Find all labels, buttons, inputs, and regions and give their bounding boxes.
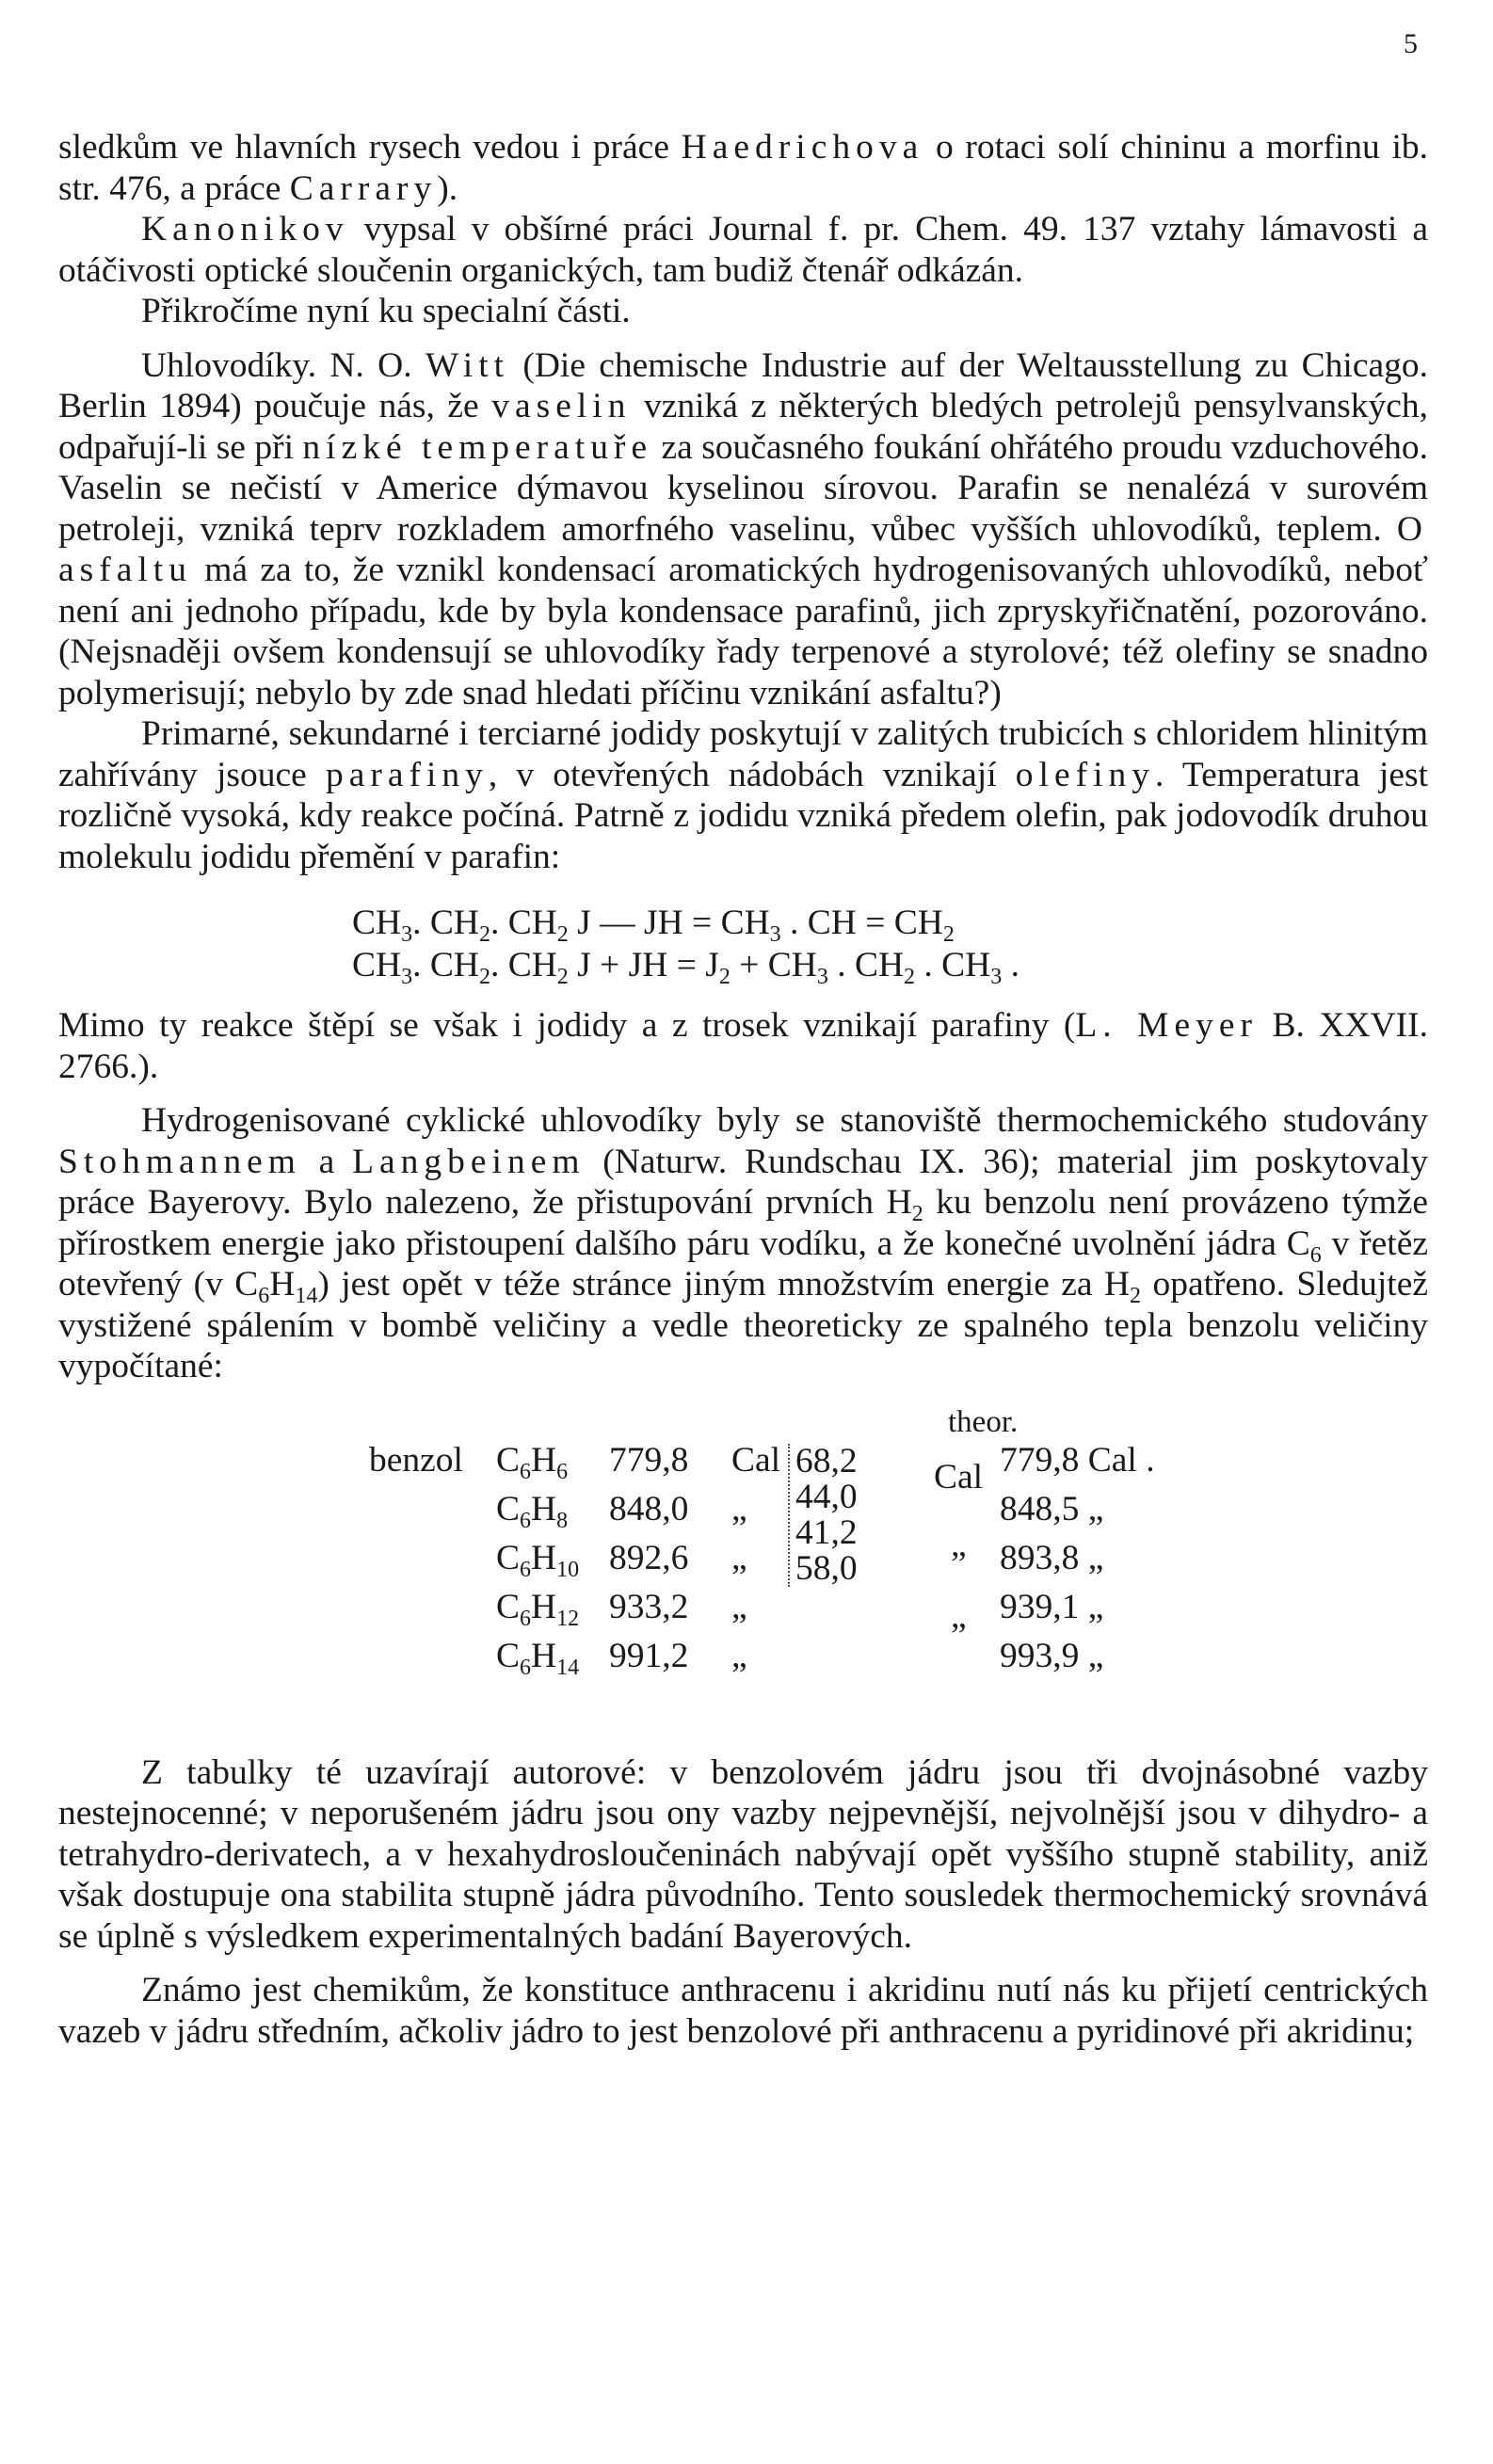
- theor-value: 939,1 „: [1000, 1587, 1104, 1626]
- reaction-formula: [352, 902, 1428, 989]
- benzol-label: benzol: [369, 1440, 463, 1480]
- formula-line-1: $CH_3$. $CH_2$. $CH_2$ J — JH = $CH_3$ . CH = $CH_2$: [352, 904, 955, 947]
- formula-line-2: $CH_3$. $CH_2$. $CH_2$ J + JH = $J_2 + CH_3$ . $CH_2$ . $CH_3$ .: [352, 946, 1020, 989]
- paragraph-6: Mimo ty reakce štěpí se však i jodidy a z trosek vznikají parafiny (L. Meyer B. XXVII. 2766.).: [58, 1006, 1428, 1086]
- paragraph-7: Hydrogenisované cyklické uhlovodíky byly se stanoviště thermochemického studovány Stohmannem a Langbeinem (Naturw. Rundschau IX. 36); material jim poskytovaly práce Bayerovy. Bylo nalezeno, že přistupování prvních $H_2$ ku benzolu není provázeno týmže přírostkem energie jako přistoupení dalšího páru vodíku, a že konečné uvolnění jádra $C_6$ v řetěz otevřený (v $C_6H_{14}$) jest opět v téže stránce jiným množstvím energie za $H_2$ opatřeno. Sledujtež vystižené spálením v bombě veličiny a vedle theoreticky ze spalného tepla benzolu veličiny vypočítané:: [58, 1101, 1429, 1385]
- ditto-mark: „: [951, 1525, 967, 1564]
- theor-header: theor.: [948, 1404, 1019, 1439]
- paragraph-4: Uhlovodíky. N. O. Witt (Die chemische Industrie auf der Weltausstellung zu Chicago. Berlin 1894) poučuje nás, že vaselin vzniká z některých bledých petrolejů pensylvanských, odpařují-li se při nízké temperatuře za současného foukání ohřátého proudu vzduchového. Vaselin se nečistí v Americe dýmavou kyselinou sírovou. Parafin se nenalézá v surovém petroleji, vzniká teprv rozkladem amorfného vaselinu, vůbec vyšších uhlovodíků, teplem. O asfaltu má za to, že vznikl kondensací aromatických hydrogenisovaných uhlovodíků, neboť není ani jednoho případu, kde by byla kondensace parafinů, jich zpryskyřičnatění, pozorováno. (Nejsnaději ovšem kondensují se uhlovodíky řady terpenové a styrolové; též olefiny se snadno polymerisují; nebylo by zde snad hledati příčinu vznikání asfaltu?): [58, 345, 1428, 712]
- paragraph-3: Přikročíme nyní ku specialní části.: [141, 292, 631, 330]
- paragraph-9: Známo jest chemikům, že konstituce anthracenu i akridinu nutí nás ku přijetí centrických vazeb v jádru středním, ačkoliv jádro to jest benzolové při anthracenu a pyridinové při akridinu;: [58, 1971, 1428, 2051]
- theor-value: 893,8 „: [1000, 1538, 1104, 1577]
- difference-value: 58,0: [795, 1548, 858, 1588]
- difference-unit: Cal: [934, 1457, 984, 1496]
- theor-value: 779,8 Cal .: [1000, 1440, 1155, 1480]
- ditto-mark: „: [951, 1596, 967, 1636]
- table-row: $C_6H_8$ 848,0 „: [496, 1489, 747, 1533]
- difference-value: 68,2: [795, 1441, 858, 1480]
- paragraph-1: sledkům ve hlavních rysech vedou i práce Haedrichova o rotaci solí chininu a morfinu ib. str. 476, a práce Carrary).: [58, 128, 1428, 208]
- difference-column: [788, 1441, 858, 1588]
- difference-value: 41,2: [795, 1512, 858, 1552]
- table-row: $C_6H_{12}$ 933,2 „: [496, 1587, 747, 1631]
- table-row: $C_6H_6$ 779,8 Cal: [496, 1440, 781, 1484]
- table-row: $C_6H_{10}$ 892,6 „: [496, 1538, 747, 1582]
- paragraph-2: Kanonikov vypsal v obšírné práci Journal f. pr. Chem. 49. 137 vztahy lámavosti a otáčivosti optické sloučenin organických, tam budiž čtenář odkázán.: [58, 210, 1428, 290]
- paragraph-5: Primarné, sekundarné i terciarné jodidy poskytují v zalitých trubicích s chloridem hlinitým zahřívány jsouce parafiny, v otevřených nádobách vznikají olefiny. Temperatura jest rozličně vysoká, kdy reakce počíná. Patrně z jodidu vzniká předem olefin, pak jodovodík druhou molekulu jodidu přemění v parafin:: [58, 714, 1429, 876]
- page-body: [58, 127, 1428, 2052]
- paragraph-8: Z tabulky té uzavírají autorové: v benzolovém jádru jsou tři dvojnásobné vazby nestejnocenné; v neporušeném jádru jsou ony vazby nejpevnější, nejvolnější jsou v dihydro- a tetrahydro-derivatech, a v hexahydrosloučeninách nabývají opět vyššího stupně stability, aniž však dostupuje ona stabilita stupně jádra původního. Tento sousledek thermochemický srovnává se úplně s výsledkem experimentalných badání Bayerových.: [58, 1752, 1428, 1956]
- combustion-table: [58, 1404, 1428, 1724]
- theor-value: 993,9 „: [1000, 1636, 1104, 1675]
- theor-value: 848,5 „: [1000, 1489, 1104, 1528]
- difference-value: 44,0: [795, 1477, 858, 1516]
- page-number: 5: [1404, 28, 1418, 59]
- table-row: $C_6H_{14}$ 991,2 „: [496, 1636, 747, 1680]
